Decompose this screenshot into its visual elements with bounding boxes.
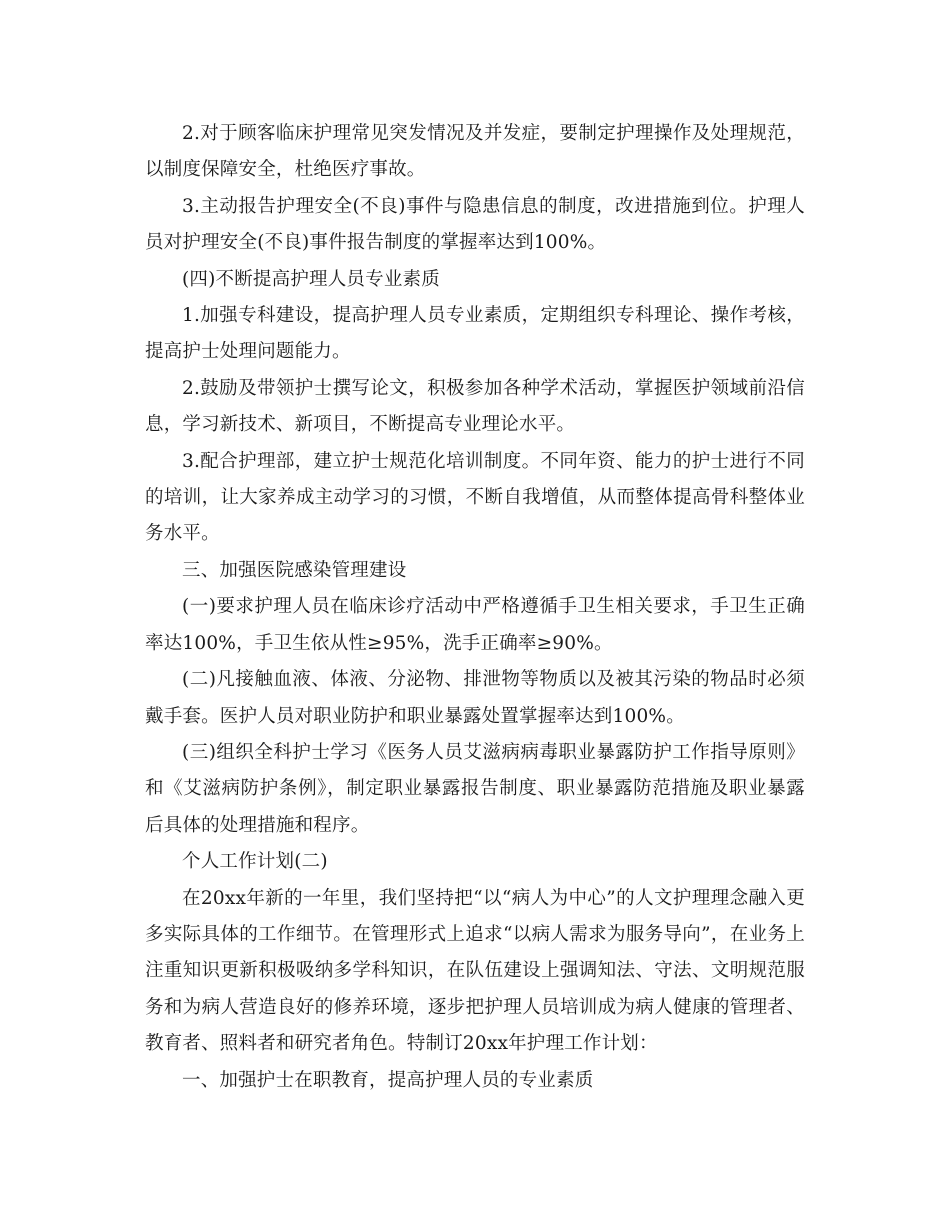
paragraph-nursing-emergency-norms: 2.对于顾客临床护理常见突发情况及并发症，要制定护理操作及处理规范，以制度保障安全，杜绝医疗事故。 xyxy=(145,123,805,181)
section-heading-in-service-education: 一、加强护士在职教育，提高护理人员的专业素质 xyxy=(182,1069,594,1091)
paragraph-aids-exposure-training: (三)组织全科护士学习《医务人员艾滋病病毒职业暴露防护工作指导原则》和《艾滋病防护条例》，制定职业暴露报告制度、职业暴露防范措施及职业暴露后具体的处理措施和程序。 xyxy=(145,741,805,836)
paragraph-gloves-protection: (二)凡接触血液、体液、分泌物、排泄物等物质以及被其污染的物品时必须戴手套。医护人员对职业防护和职业暴露处置掌握率达到100%。 xyxy=(145,669,805,727)
paragraph-hand-hygiene: (一)要求护理人员在临床诊疗活动中严格遵循手卫生相关要求，手卫生正确率达100%，手卫生依从性≥95%，洗手正确率≥90%。 xyxy=(145,596,805,654)
section-heading-professional-quality: (四)不断提高护理人员专业素质 xyxy=(182,268,440,290)
section-heading-infection-management: 三、加强医院感染管理建设 xyxy=(182,559,407,581)
paragraph-annual-plan-intro: 在20xx年新的一年里，我们坚持把“以“病人为中心”的人文护理理念融入更多实际具体的工作细节。在管理形式上追求“以病人需求为服务导向”，在业务上注重知识更新积极吸纳多学科知识，在队伍建设上强调知法、守法、文明规范服务和为病人营造良好的修养环境，逐步把护理人员培训成为病人健康的管理者、教育者、照料者和研究者角色。特制订20xx年护理工作计划： xyxy=(145,887,805,1055)
section-heading-personal-plan-2: 个人工作计划(二) xyxy=(182,851,328,873)
document-body xyxy=(145,116,805,1099)
paragraph-specialty-construction: 1.加强专科建设，提高护理人员专业素质，定期组织专科理论、操作考核，提高护士处理问题能力。 xyxy=(145,305,805,363)
paragraph-academic-papers: 2.鼓励及带领护士撰写论文，积极参加各种学术活动，掌握医护领域前沿信息，学习新技术、新项目，不断提高专业理论水平。 xyxy=(145,377,805,436)
paragraph-safety-event-reporting: 3.主动报告护理安全(不良)事件与隐患信息的制度，改进措施到位。护理人员对护理安全(不良)事件报告制度的掌握率达到100%。 xyxy=(145,195,805,254)
paragraph-standardized-training: 3.配合护理部，建立护士规范化培训制度。不同年资、能力的护士进行不同的培训，让大家养成主动学习的习惯，不断自我增值，从而整体提高骨科整体业务水平。 xyxy=(145,450,805,545)
